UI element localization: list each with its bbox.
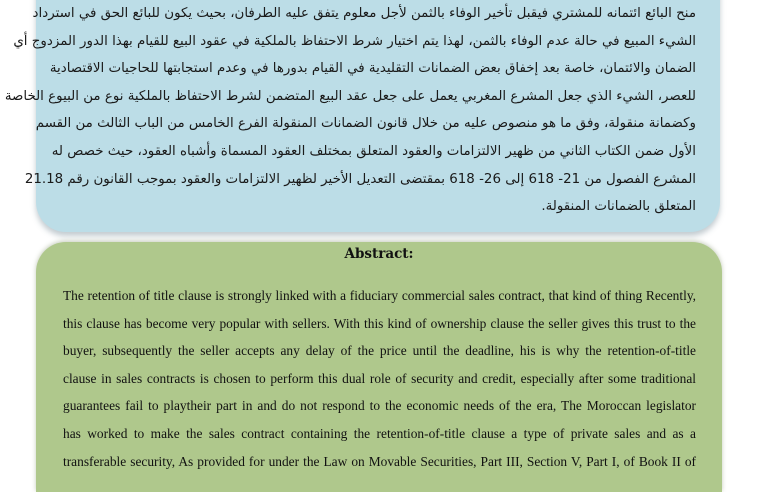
arabic-paragraph <box>4 0 696 221</box>
abstract-line: clause in sales contracts is chosen to perform this dual role of security and credit, especially after some traditional <box>63 370 696 386</box>
arabic-line: الأول ضمن الكتاب الثاني من ظهير الالتزامات والعقود المتعلق بمختلف العقود المسماة وأشباه العقود، حيث خصص له <box>51 143 696 159</box>
arabic-line: الشيء المبيع في حالة عدم الوفاء بالثمن، لهذا يتم اختيار شرط الاحتفاظ بالملكية في عقود البيع للقيام بهذا الدور المزدوج أي <box>13 33 696 49</box>
abstract-body <box>63 282 696 475</box>
arabic-line: المشرع الفصول من 21- 618 إلى 26- 618 بمقتضى التعديل الأخير لظهير الالتزامات والعقود بموجب القانون رقم 21.18 <box>24 171 696 187</box>
abstract-line: this clause has become very popular with sellers. With this kind of ownership clause the seller gives this trust to the <box>63 315 696 331</box>
abstract-line: has worked to make the sales contract containing the retention-of-title clause a type of private sales and as a <box>63 425 696 441</box>
abstract-line: transferable security, As provided for under the Law on Movable Securities, Part III, Section V, Part I, of Book II of <box>63 453 696 469</box>
arabic-line: منح البائع ائتمانه للمشتري فيقبل تأخير الوفاء بالثمن لأجل معلوم يتفق عليه الطرفان، بحيث يكون للبائع الحق في استرداد <box>32 6 696 21</box>
arabic-line: للعصر، الشيء الذي جعل المشرع المغربي يعمل على جعل عقد البيع المتضمن لشرط الاحتفاظ بالملكية نوع من البيوع الخاصة <box>4 88 696 104</box>
arabic-line: الضمان والائتمان، خاصة بعد إخفاق بعض الضمانات التقليدية في القيام بدورها في وعدم استجابتها للحاجيات الاقتصادية <box>49 61 696 77</box>
abstract-line: The retention of title clause is strongly linked with a fiduciary commercial sales contract, that kind of thing Recently, <box>63 288 696 303</box>
arabic-line: المتعلق بالضمانات المنقولة. <box>541 199 696 215</box>
arabic-line: وكضمانة منقولة، وفق ما هو منصوص عليه من خلال قانون الضمانات المنقولة الفرع الخامس من الباب الثالث من القسم <box>35 116 696 132</box>
abstract-line: buyer, subsequently the seller accepts any delay of the price until the deadline, his is why the retention-of-title <box>63 343 696 359</box>
abstract-title: Abstract: <box>344 246 414 262</box>
abstract-line: guarantees fail to playtheir part in and do not respond to the economic needs of the era, The Moroccan legislator <box>63 398 696 414</box>
abstract-panel <box>36 242 722 492</box>
arabic-summary-panel <box>4 0 720 232</box>
